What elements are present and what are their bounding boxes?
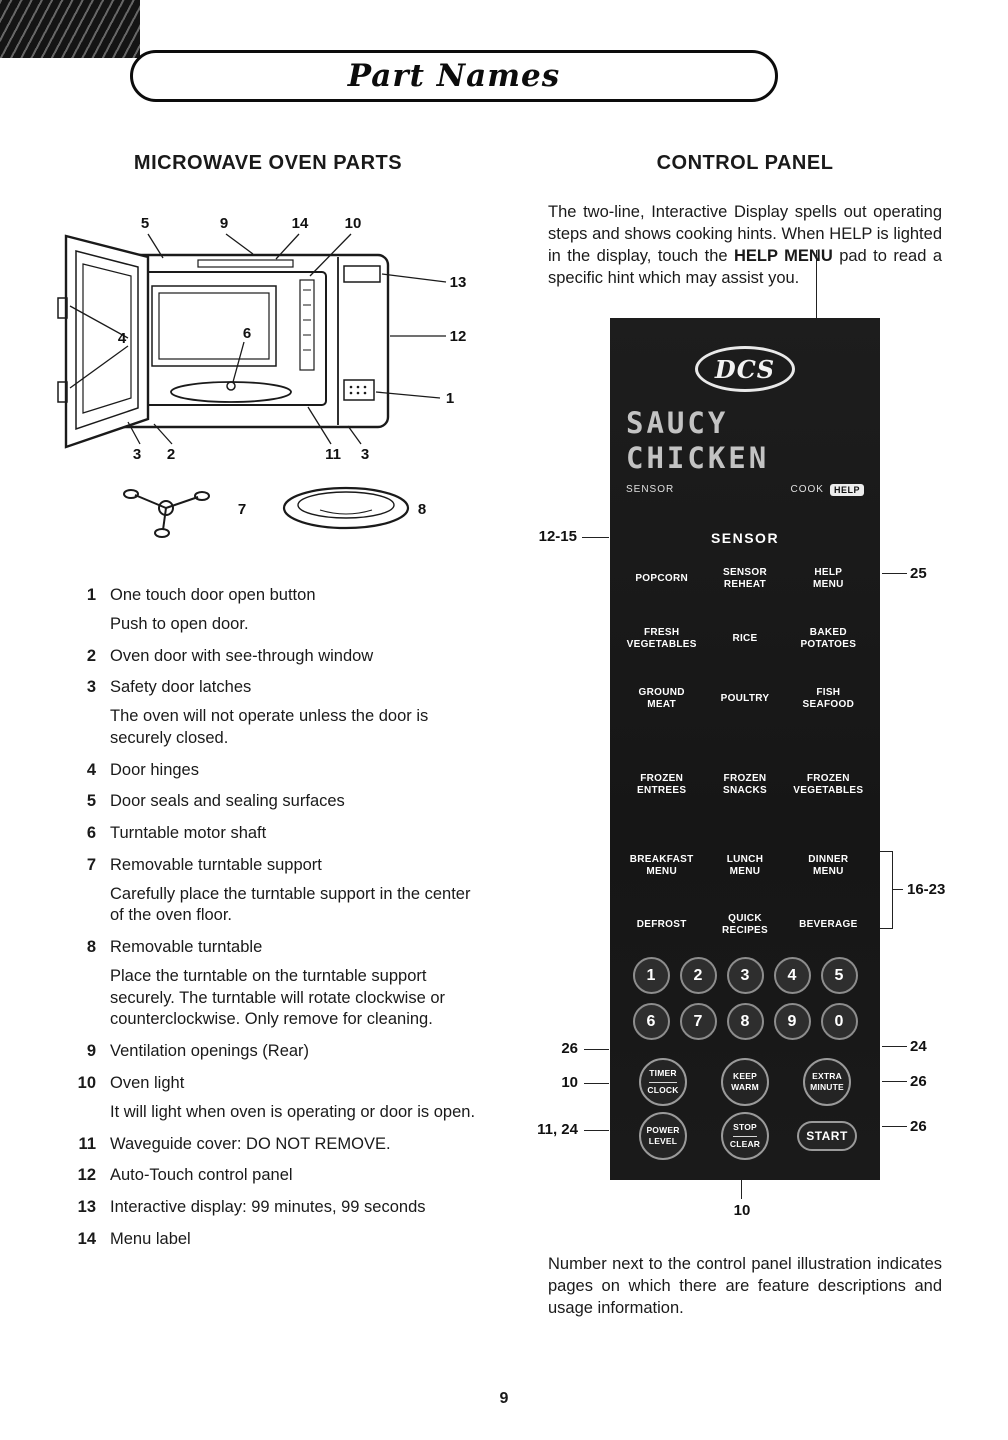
intro-text-2: pad to read a specific hint which may assist you. [548,246,943,287]
right-section-title: CONTROL PANEL [656,152,834,174]
part-item-8 [62,937,486,1031]
pad-baked-potatoes: BAKED POTATOES [800,626,857,650]
part-text: Safety door latches [110,678,252,697]
part-number: 13 [77,1198,96,1217]
pad-defrost: DEFROST [636,918,687,930]
part-item-13 [62,1197,486,1219]
part-number: 3 [86,678,96,697]
part-text: Door hinges [110,760,199,779]
pad-frozen-snacks: FROZEN SNACKS [722,772,767,796]
number-pad [610,957,880,1040]
part-note: Place the turntable on the turntable support securely. The turntable will rotate clockwise or counterclockwise. Only remove for cleaning. [110,966,446,1029]
turntable [284,488,408,528]
callout-line [882,1046,907,1047]
key-6: 6 [633,1003,670,1040]
callout-8: 8 [417,501,427,518]
part-item-5 [62,791,486,813]
display-indicators [626,484,864,496]
part-item-2 [62,646,486,668]
callout-line [584,1083,609,1084]
part-text: Menu label [110,1229,191,1248]
part-text: One touch door open button [110,586,316,604]
microwave-diagram [48,210,508,560]
number-row-1 [633,957,858,994]
pad-quick-recipes: QUICK RECIPES [721,912,768,936]
part-text: Auto-Touch control panel [110,1166,293,1185]
part-number: 12 [77,1166,96,1185]
callout-page-10-bottom: 10 [733,1202,751,1219]
callout-line [584,1049,609,1050]
part-number: 7 [86,855,96,874]
part-text: Waveguide cover: DO NOT REMOVE. [110,1134,391,1153]
callout-line [584,1130,609,1131]
callout-page-26-left: 26 [561,1040,578,1057]
part-text: Oven light [110,1074,185,1093]
callout-page-10-left: 10 [561,1074,578,1091]
part-number: 14 [77,1229,96,1248]
button-timer-clock: TIMER CLOCK [639,1058,687,1106]
part-note: Carefully place the turntable support in the center of the oven floor. [110,884,471,925]
callout-5: 5 [140,215,150,232]
pad-sensor-reheat: SENSOR REHEAT [722,566,768,590]
pad-lunch-menu: LUNCH MENU [726,853,764,877]
part-item-9 [62,1041,486,1063]
key-0: 0 [821,1003,858,1040]
part-number: 8 [86,938,96,957]
key-3: 3 [727,957,764,994]
intro-text-1: The two-line, Interactive Display spells out operating steps and shows cooking hints. When HELP is lighted in the display, touch the [548,203,942,265]
pad-popcorn: POPCORN [635,572,688,584]
help-indicator-badge: HELP [830,484,864,496]
button-power-level: POWER LEVEL [639,1112,687,1160]
part-number: 1 [86,586,96,604]
cook-indicator-group [791,484,864,496]
part-item-7 [62,855,486,927]
control-panel-intro [548,202,942,290]
callout-4: 4 [117,330,127,347]
part-item-3 [62,677,486,749]
part-text: Removable turntable support [110,855,322,874]
callout-page-26-start: 26 [910,1118,927,1135]
part-number: 2 [86,646,96,665]
part-item-6 [62,823,486,845]
part-text: Turntable motor shaft [110,824,267,843]
interactive-display [626,406,864,496]
callout-11: 11 [325,446,341,463]
page-number: 9 [499,1390,509,1407]
number-row-2 [633,1003,858,1040]
key-4: 4 [774,957,811,994]
callout-9: 9 [219,215,229,232]
part-text: Oven door with see-through window [110,646,374,665]
callout-pages-12-15: 12-15 [538,528,577,545]
pad-rice: RICE [732,632,758,644]
part-note: It will light when oven is operating or door is open. [110,1102,476,1121]
callout-7: 7 [237,501,247,518]
callout-line [882,1081,907,1082]
sensor-pad-grid [620,566,870,712]
part-item-1 [62,585,486,636]
callout-12: 12 [449,328,467,345]
part-note: The oven will not operate unless the door is securely closed. [110,707,429,747]
callout-pages-16-23: 16-23 [907,881,946,898]
callout-bracket-16-23 [880,851,893,929]
left-section-title: MICROWAVE OVEN PARTS [133,152,403,174]
part-item-11 [62,1134,486,1156]
callout-line [893,889,903,890]
display-line-2: CHICKEN [626,440,770,475]
part-number: 11 [78,1134,96,1153]
part-text: Removable turntable [110,938,263,957]
pad-dinner-menu: DINNER MENU [808,853,849,877]
callout-3b: 3 [360,446,370,463]
footer-note: Number next to the control panel illustration indicates pages on which there are feature descriptions and usage information. [548,1255,942,1317]
callout-line [882,1126,907,1127]
button-stop-clear: STOP CLEAR [721,1112,769,1160]
part-item-12 [62,1165,486,1187]
key-2: 2 [680,957,717,994]
part-text: Door seals and sealing surfaces [110,792,345,811]
pad-poultry: POULTRY [720,692,770,704]
callout-3a: 3 [132,446,142,463]
callout-line [882,573,907,574]
key-1: 1 [633,957,670,994]
pad-fish-seafood: FISH SEAFOOD [802,686,855,710]
header-banner [130,50,778,102]
pad-beverage: BEVERAGE [799,918,858,930]
parts-list [62,585,486,1261]
pad-frozen-entrees: FROZEN ENTREES [636,772,687,796]
callout-2: 2 [166,446,176,463]
part-number: 9 [86,1042,96,1061]
open-door [58,236,148,447]
intro-help-menu: HELP MENU [734,246,833,265]
sensor-section-label: SENSOR [710,530,780,546]
part-number: 10 [77,1074,96,1093]
pad-ground-meat: GROUND MEAT [638,686,685,710]
control-button-grid [622,1058,868,1160]
header-hatch-block [0,0,140,58]
callout-14: 14 [291,215,309,232]
part-note: Push to open door. [110,614,249,633]
callout-6: 6 [242,325,252,342]
part-number: 6 [86,824,96,843]
pad-help-menu: HELP MENU [813,566,844,590]
door-open-button-dots [350,386,367,395]
button-extra-minute: EXTRA MINUTE [803,1058,851,1106]
logo-wrap [610,346,880,392]
part-number: 4 [86,760,96,779]
key-7: 7 [680,1003,717,1040]
part-item-14 [62,1229,486,1251]
part-number: 5 [86,792,96,811]
key-5: 5 [821,957,858,994]
cook-indicator: COOK [790,484,824,496]
part-text: Interactive display: 99 minutes, 99 seconds [110,1198,426,1217]
callout-line [582,537,609,538]
part-item-10 [62,1073,486,1124]
part-text: Ventilation openings (Rear) [110,1042,310,1061]
key-8: 8 [727,1003,764,1040]
button-start [797,1121,857,1151]
callout-1: 1 [445,390,455,407]
callout-page-26-extra-minute: 26 [910,1073,927,1090]
callout-line-bottom-10 [741,1180,742,1199]
pad-breakfast-menu: BREAKFAST MENU [629,853,694,877]
callout-page-25: 25 [910,565,927,582]
menu-pad-grid [620,853,870,938]
display-line-1: SAUCY [626,406,729,440]
key-9: 9 [774,1003,811,1040]
start-label: START [806,1129,848,1143]
dcs-logo-text: DCS [714,354,776,384]
pad-frozen-vegetables: FROZEN VEGETABLES [793,772,864,796]
control-panel-illustration [610,318,880,1180]
sensor-indicator: SENSOR [626,484,675,496]
page-title: Part Names [347,58,561,94]
callout-page-24-right: 24 [910,1038,927,1055]
pad-fresh-vegetables: FRESH VEGETABLES [626,626,697,650]
callout-pages-11-24: 11, 24 [537,1121,578,1138]
button-keep-warm: KEEP WARM [721,1058,769,1106]
dcs-logo [695,346,795,392]
callout-10: 10 [344,215,362,232]
turntable-support [124,490,209,537]
part-item-4 [62,760,486,782]
frozen-pad-grid [620,772,870,798]
callout-13: 13 [449,274,467,291]
